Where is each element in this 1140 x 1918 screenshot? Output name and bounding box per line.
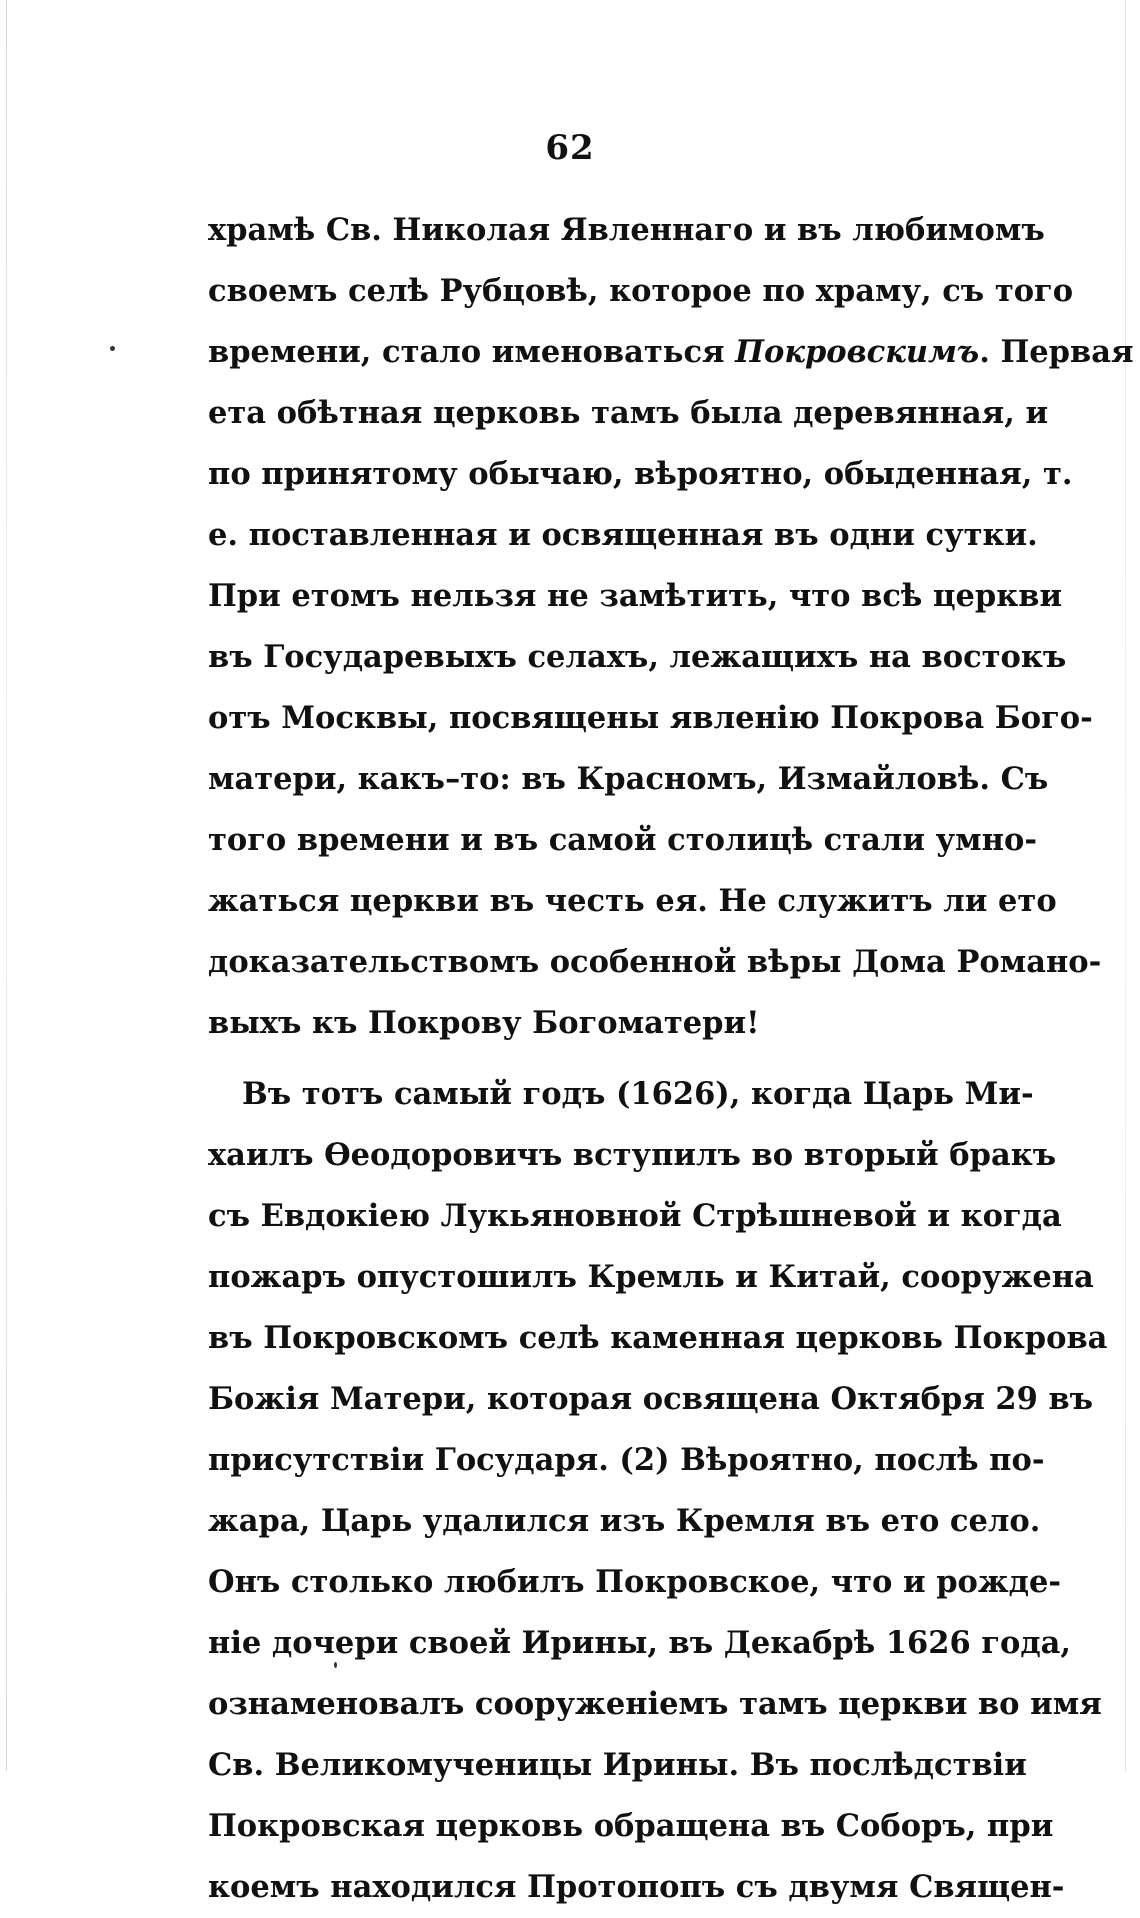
text-line: ета обѣтная церковь тамъ была деревянная, и	[208, 395, 1049, 431]
text-line: доказательствомъ особенной вѣры Дома Романо-	[208, 944, 1102, 980]
text-line: храмѣ Св. Николая Явленнаго и въ любимомъ	[208, 212, 1045, 248]
paragraph	[208, 200, 1134, 1054]
text-line: отъ Москвы, посвящены явленію Покрова Бого-	[208, 700, 1093, 736]
text-line: хаилъ Ѳеодоровичъ вступилъ во вторый бракъ	[208, 1137, 1057, 1173]
text-line: е. поставленная и освященная въ одни сутки.	[208, 517, 1038, 553]
text-line: ніе дочери своей Ирины, въ Декабрѣ 1626 года,	[208, 1625, 1072, 1661]
text-line: При етомъ нельзя не замѣтить, что всѣ церкви	[208, 578, 1063, 614]
text-line: матери, какъ–то: въ Красномъ, Измайловѣ. Съ	[208, 761, 1049, 797]
paragraph	[208, 1064, 1108, 1918]
text-segment: . Первая	[979, 334, 1134, 370]
text-line: присутствіи Государя. (2) Вѣроятно, послѣ по-	[208, 1442, 1045, 1478]
scan-speck	[110, 346, 115, 351]
scan-speck	[334, 1662, 337, 1668]
text-line: Въ тотъ самый годъ (1626), когда Царь Ми-	[242, 1076, 1034, 1112]
text-line: выхъ къ Покрову Богоматери!	[208, 1005, 760, 1041]
text-line: въ Покровскомъ селѣ каменная церковь Покрова	[208, 1320, 1108, 1356]
body-text	[208, 200, 1134, 1918]
text-line: Покровская церковь обращена въ Соборъ, при	[208, 1808, 1054, 1844]
text-line: по принятому обычаю, вѣроятно, обыденная, т.	[208, 456, 1073, 492]
text-line: въ Государевыхъ селахъ, лежащихъ на востокъ	[208, 639, 1067, 675]
page-number: 62	[545, 128, 595, 168]
text-line: ознаменовалъ сооруженіемъ тамъ церкви во имя	[208, 1686, 1102, 1722]
scan-edge-right	[1125, 0, 1126, 1771]
scan-edge-left	[6, 0, 7, 1771]
text-line: пожаръ опустошилъ Кремль и Китай, сооружена	[208, 1259, 1094, 1295]
text-line: съ Евдокіею Лукьяновной Стрѣшневой и когда	[208, 1198, 1062, 1234]
text-line: Онъ столько любилъ Покровское, что и рожде-	[208, 1564, 1062, 1600]
text-segment: времени, стало именоваться	[208, 334, 736, 370]
text-line: Св. Великомученицы Ирины. Въ послѣдствіи	[208, 1747, 1027, 1783]
emphasized-text: Покровскимъ	[735, 334, 980, 370]
text-line: Божія Матери, которая освящена Октября 29 въ	[208, 1381, 1094, 1417]
text-line: коемъ находился Протопопъ съ двумя Священ-	[208, 1869, 1065, 1905]
text-line: жара, Царь удалился изъ Кремля въ ето село.	[208, 1503, 1041, 1539]
text-line	[208, 322, 1134, 383]
text-line: того времени и въ самой столицѣ стали умно-	[208, 822, 1037, 858]
text-line: жаться церкви въ честь ея. Не служитъ ли ето	[208, 883, 1057, 919]
text-line: своемъ селѣ Рубцовѣ, которое по храму, съ того	[208, 273, 1074, 309]
